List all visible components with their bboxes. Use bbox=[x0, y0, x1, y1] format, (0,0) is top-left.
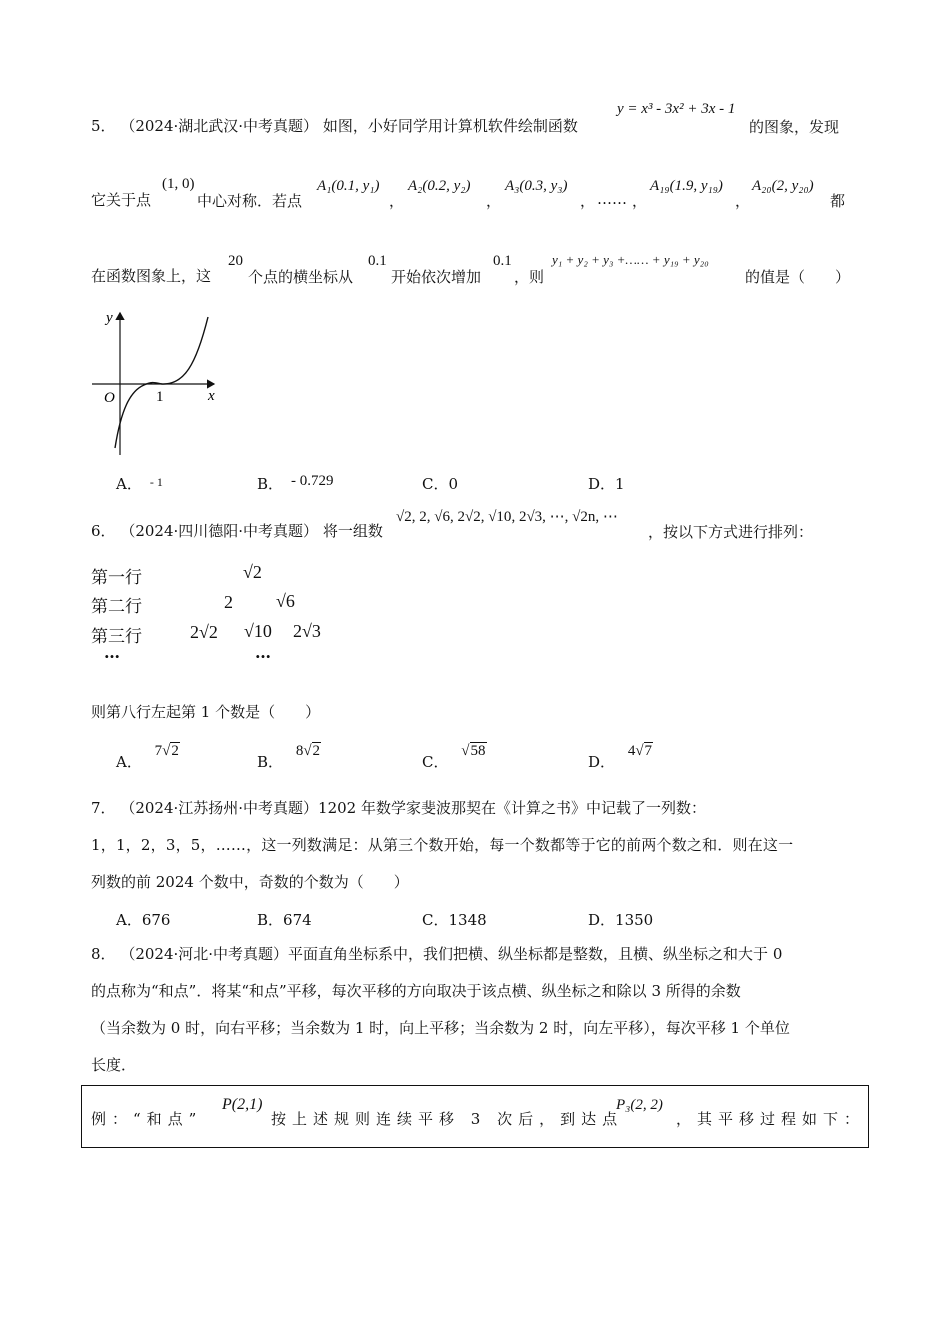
q7-option-b[interactable] bbox=[257, 909, 312, 930]
radicand: 7 bbox=[644, 743, 653, 759]
q6-number: 6． bbox=[91, 522, 116, 540]
radicand: 2 bbox=[171, 743, 179, 759]
seq-item: √6 bbox=[434, 509, 450, 525]
q7-line2: 1，1，2，3，5，……，这一列数满足：从第三个数开始，每一个数都等于它的前两个数之和．则在这一 bbox=[91, 836, 794, 854]
q6-option-c[interactable] bbox=[422, 743, 486, 772]
option-value: 0 bbox=[448, 475, 459, 493]
q5-step: 0.1 bbox=[493, 253, 512, 269]
q5-line3e: 的值是（ ） bbox=[745, 268, 851, 286]
option-value: 8√2 bbox=[295, 743, 321, 759]
q5-source: （2024·湖北武汉·中考真题） bbox=[120, 117, 319, 135]
q5-center-point: (1, 0) bbox=[162, 176, 195, 192]
row3-label: 第三行 bbox=[91, 627, 142, 647]
seq-item: 2√3 bbox=[518, 509, 543, 525]
row-dots: … bbox=[255, 643, 271, 662]
row2-item: 2 bbox=[224, 592, 233, 612]
q8-text: 平面直角坐标系中，我们把横、纵坐标都是整数，且横、纵坐标之和大于 0 bbox=[288, 945, 783, 963]
coef: 8 bbox=[295, 743, 304, 759]
q5-text-end: 的图象，发现 bbox=[749, 118, 840, 136]
q5-function: y = x³ - 3x² + 3x - 1 bbox=[617, 101, 736, 117]
q7-text: 1202 年数学家斐波那契在《计算之书》中记载了一列数： bbox=[318, 799, 706, 817]
option-label: B． bbox=[257, 475, 284, 493]
q5-option-d[interactable] bbox=[588, 473, 625, 494]
q5-number: 5． bbox=[91, 117, 116, 135]
q6-question: 则第八行左起第 1 个数是（ ） bbox=[91, 703, 321, 721]
row3-item: 2√2 bbox=[190, 622, 218, 642]
q5-point-a19: A₁₉(1.9, y₁₉) bbox=[650, 178, 723, 194]
option-label: C． bbox=[422, 753, 449, 771]
example-text-a: 例：“和点” bbox=[91, 1110, 203, 1128]
q8-line3: （当余数为 0 时，向右平移；当余数为 1 时，向上平移；当余数为 2 时，向左平移），每次平移 1 个单位 bbox=[91, 1019, 790, 1037]
tick-label-1: 1 bbox=[156, 389, 164, 405]
seq-item: 2√2 bbox=[457, 509, 481, 525]
q7-source: （2024·江苏扬州·中考真题） bbox=[120, 799, 319, 817]
row1-label: 第一行 bbox=[91, 568, 142, 588]
q8-line2: 的点称为“和点”．将某“和点”平移，每次平移的方向取决于该点横、纵坐标之和除以 3 所得的余数 bbox=[91, 982, 741, 1000]
seq-item: ⋯ bbox=[602, 509, 618, 525]
q5-line3a: 在函数图象上，这 bbox=[91, 267, 212, 285]
q5-comma: ， bbox=[632, 192, 648, 210]
row1-item: √2 bbox=[243, 562, 262, 582]
option-value: 676 bbox=[141, 911, 171, 929]
q6-source: （2024·四川德阳·中考真题） bbox=[120, 522, 319, 540]
q6-option-b[interactable] bbox=[257, 743, 321, 772]
q5-line2b: 中心对称．若点 bbox=[197, 192, 303, 210]
option-value: 4√7 bbox=[627, 743, 653, 759]
seq-item: ⋯ bbox=[549, 509, 565, 525]
option-label: A． bbox=[116, 753, 142, 771]
option-label: B． bbox=[257, 753, 284, 771]
cubic-curve bbox=[115, 317, 208, 448]
q5-point-a20: A₂₀(2, y₂₀) bbox=[752, 178, 814, 194]
row2-item: √6 bbox=[276, 591, 295, 611]
q5-line2a: 它关于点 bbox=[91, 191, 152, 209]
q5-option-c[interactable] bbox=[422, 473, 458, 494]
q7-option-d[interactable] bbox=[588, 909, 653, 930]
q5-sum: y₁ + y₂ + y₃ +…… + y₁₉ + y₂₀ bbox=[552, 252, 709, 267]
option-value: 1348 bbox=[448, 911, 487, 929]
q5-line3b: 个点的横坐标从 bbox=[248, 268, 354, 286]
q6-line1 bbox=[91, 521, 383, 541]
seq-item: √2 bbox=[396, 509, 412, 525]
q5-comma: ， bbox=[735, 192, 751, 210]
option-label: D． bbox=[588, 911, 616, 929]
example-text-c: ，其平移过程如下： bbox=[676, 1110, 866, 1128]
q7-option-c[interactable] bbox=[422, 909, 487, 930]
q7-option-a[interactable] bbox=[116, 909, 170, 930]
example-point-p: P(2,1) bbox=[222, 1096, 263, 1113]
q5-option-a[interactable] bbox=[116, 473, 163, 494]
option-label: D． bbox=[588, 753, 616, 771]
q6-sequence: √2, 2, √6, 2√2, √10, 2√3, ⋯, √2n, ⋯ bbox=[396, 509, 618, 525]
coef: 7 bbox=[154, 743, 163, 759]
coef: 4 bbox=[627, 743, 636, 759]
q5-start: 0.1 bbox=[368, 253, 387, 269]
origin-label: O bbox=[104, 390, 115, 406]
q5-line3d: ，则 bbox=[514, 268, 545, 286]
row3-item: √10 bbox=[244, 621, 272, 641]
q8-line1 bbox=[91, 944, 782, 964]
q6-text-end: ，按以下方式进行排列： bbox=[648, 523, 814, 541]
q7-number: 7． bbox=[91, 799, 116, 817]
q6-option-d[interactable] bbox=[588, 743, 653, 772]
option-value: √58 bbox=[461, 743, 486, 759]
option-label: D． bbox=[588, 475, 616, 493]
q7-line1 bbox=[91, 798, 706, 818]
radicand: 58 bbox=[470, 743, 486, 759]
seq-item: 2 bbox=[419, 509, 427, 525]
q5-point-a1: A₁(0.1, y₁) bbox=[317, 178, 380, 194]
example-text-b: 按上述规则连续平移 3 次后，到达点 bbox=[271, 1110, 624, 1128]
q5-line3c: 开始依次增加 bbox=[391, 268, 482, 286]
option-label: A． bbox=[116, 475, 142, 493]
option-label: A． bbox=[116, 911, 142, 929]
y-axis-label: y bbox=[106, 310, 113, 326]
option-label: C． bbox=[422, 911, 449, 929]
q5-point-a2: A₂(0.2, y₂) bbox=[408, 178, 471, 194]
option-value: 1 bbox=[615, 475, 625, 493]
q5-option-b[interactable] bbox=[257, 473, 334, 494]
q5-comma: ， bbox=[580, 192, 596, 210]
row2-label: 第二行 bbox=[91, 597, 142, 617]
q5-ellipsis: …… bbox=[597, 190, 627, 208]
option-label: C． bbox=[422, 475, 449, 493]
q6-option-a[interactable] bbox=[116, 743, 179, 772]
radicand: 2 bbox=[312, 743, 321, 759]
q5-comma: ， bbox=[486, 192, 502, 210]
q5-text: 如图，小好同学用计算机软件绘制函数 bbox=[322, 117, 578, 135]
q8-line4: 长度． bbox=[91, 1056, 137, 1074]
option-value: 1350 bbox=[615, 911, 654, 929]
q8-source: （2024·河北·中考真题） bbox=[120, 945, 289, 963]
q5-comma: ， bbox=[389, 192, 405, 210]
option-value: - 1 bbox=[149, 475, 163, 489]
option-value: - 0.729 bbox=[291, 473, 334, 489]
x-axis-label: x bbox=[208, 388, 215, 404]
row-dots: … bbox=[104, 643, 120, 662]
option-label: B． bbox=[257, 911, 284, 929]
seq-item: √10 bbox=[488, 509, 512, 525]
option-value: 7√2 bbox=[154, 743, 179, 759]
q8-number: 8． bbox=[91, 945, 116, 963]
seq-item: √2n bbox=[572, 509, 596, 525]
q6-text: 将一组数 bbox=[322, 522, 383, 540]
q5-line1 bbox=[91, 116, 578, 136]
row3-item: 2√3 bbox=[293, 621, 321, 641]
q5-point-a3: A₃(0.3, y₃) bbox=[505, 178, 568, 194]
option-value: 674 bbox=[283, 911, 312, 929]
q7-line3: 列数的前 2024 个数中，奇数的个数为（ ） bbox=[91, 873, 409, 891]
q5-count: 20 bbox=[228, 253, 243, 269]
q5-graph bbox=[88, 305, 228, 465]
q5-line2c: 都 bbox=[830, 192, 846, 210]
example-point-p3: P₃(2, 2) bbox=[616, 1097, 663, 1113]
